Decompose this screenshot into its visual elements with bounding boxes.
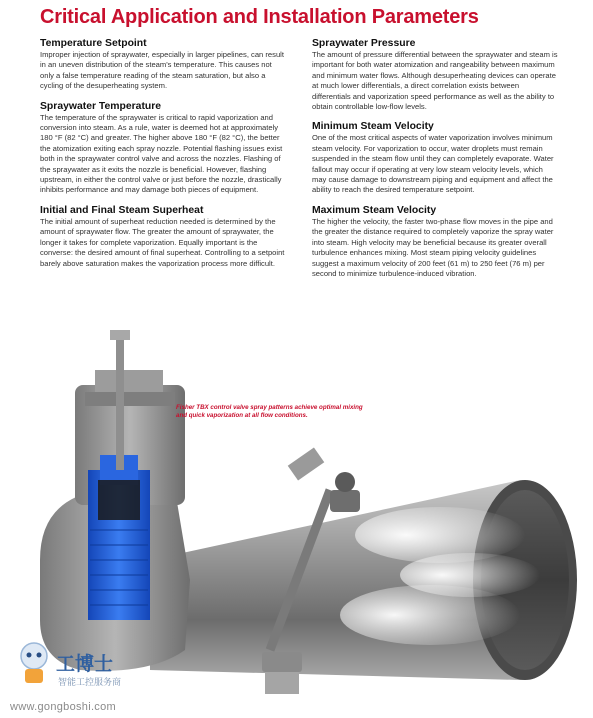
robot-mascot-icon (21, 643, 47, 683)
section-heading: Initial and Final Steam Superheat (40, 204, 204, 216)
section-heading: Minimum Steam Velocity (312, 121, 434, 133)
section-maximum-steam-velocity (312, 205, 558, 279)
section-heading: Spraywater Pressure (312, 38, 416, 49)
watermark-logo-text: 工博士 (56, 653, 114, 675)
watermark-url: www.gongboshi.com (10, 701, 116, 713)
section-heading: Temperature Setpoint (40, 38, 147, 49)
page-title: Critical Application and Installation Parameters (40, 6, 479, 28)
section-body: The higher the velocity, the faster two-phase flow moves in the pipe and the greater the distance required to completely vaporize the spray water into steam. High velocity may be beneficial because its greater overall turbulence enhances mixing. Most steam piping velocity guidelines suggest a maximum velocity of 200 feet (61 m) to 250 feet (76 m) per second to minimize turbulence-induced vibration. (312, 216, 554, 278)
section-heading: Spraywater Temperature (40, 100, 162, 112)
section-temperature-setpoint (40, 38, 286, 92)
section-body: The initial amount of superheat reduction needed is determined by the amount of spraywater flow. The greater the amount of spraywater, the longer it takes for complete vaporization. Equally important is the converse: the desired amount of final superheat. Controlling to a setpoint barely above saturation makes the vaporization process more difficult. (40, 216, 285, 268)
valve-cage-blue (88, 455, 150, 620)
right-column (312, 38, 558, 288)
section-steam-superheat (40, 205, 286, 269)
watermark-sub-text: 智能工控服务商 (58, 678, 122, 688)
section-heading: Maximum Steam Velocity (312, 204, 437, 216)
section-body: The amount of pressure differential between the spraywater and steam is important for both water atomization and rangeability between maximum and minimum water flows. Although desuperheating devices can operate at much lower differentials, a direct correlation exists between differentials and vaporization speed performance as well as the ability to obtain controllable low-flow levels. (312, 50, 558, 112)
left-column (40, 38, 286, 278)
watermark-logo (8, 638, 158, 690)
section-spraywater-pressure (312, 38, 558, 112)
section-body: Improper injection of spraywater, especially in larger pipelines, can result in an uneven distribution of the steam's temperature. This causes not only a false temperature reading of the steam saturation, but also a cycling of the desuperheating system. (40, 50, 284, 91)
figure-caption: Fisher TBX control valve spray patterns achieve optimal mixing and quick vaporization at all flow conditions. (176, 404, 363, 419)
section-body: The temperature of the spraywater is critical to rapid vaporization and conversion into steam. As a rule, water is deemed hot at approximately 180 °F (82 °C) and greater. The higher above 180 °F (82 °C), the better the atomization exiting each spray nozzle. Potential flashing issues exist both in the spraywater control valve and across the nozzles. Flashing of the spraywater as it exits the nozzle is beneficial. However, flashing upstream, in either the control valve or just before the nozzle, drastically inhibits performance and may damage both pieces of equipment. (40, 112, 283, 195)
section-minimum-steam-velocity (312, 121, 558, 195)
section-body: One of the most critical aspects of water vaporization involves minimum steam velocity. For vaporization to occur, water droplets must remain suspended in the steam flow until they can completely evaporate. Water fallout may occur if operating at very low steam velocity levels, which may cause damage to downstream piping and equipment and affect the ability to reach the desired temperature setpoint. (312, 133, 554, 195)
section-spraywater-temperature (40, 101, 286, 196)
